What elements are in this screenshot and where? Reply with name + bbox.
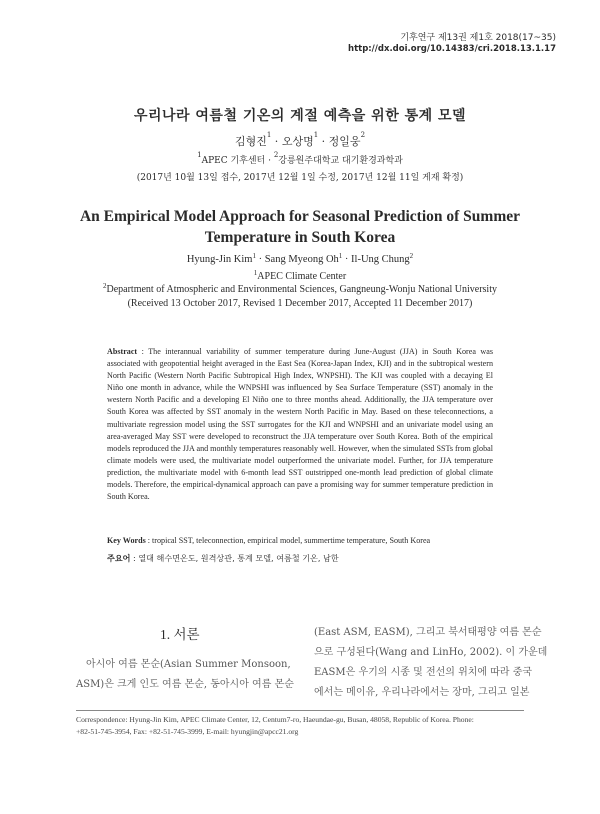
- author-separator: ·: [318, 135, 329, 148]
- korean-title: 우리나라 여름철 기온의 계절 예측을 위한 통계 모델: [133, 108, 467, 124]
- english-dates: (Received 13 October 2017, Revised 1 December 2017, Accepted 11 December 2017): [127, 298, 473, 309]
- english-title-line-1: An Empirical Model Approach for Seasonal Prediction of Summer: [79, 208, 521, 225]
- korean-affil-2: 강릉원주대학교 대기환경과학과: [278, 156, 403, 166]
- correspondence-footnote: [76, 714, 524, 738]
- journal-citation: 기후연구 제13권 제1호 2018(17~35): [400, 33, 556, 43]
- body-line: ASM)은 크게 인도 여름 몬순, 동아시아 여름 몬순: [76, 679, 294, 690]
- author-2-affil-mark: 1: [338, 252, 343, 260]
- affil-1-mark: 1: [197, 151, 202, 159]
- body-line: 아시아 여름 몬순(Asian Summer Monsoon,: [76, 659, 291, 670]
- english-author-2: Sang Myeong Oh: [264, 254, 339, 265]
- footnote-line-1: Correspondence: Hyung-Jin Kim, APEC Climate Center, 12, Centum7-ro, Haeundae-gu, Busan, 48058, Republic of Korea. Phone:: [76, 715, 474, 724]
- footnote-line-2: +82-51-745-3954, Fax: +82-51-745-3999, E-mail: hyungjin@apcc21.org: [76, 727, 299, 736]
- body-column-right: [314, 623, 548, 703]
- body-line: (East ASM, EASM), 그리고 북서태평양 여름 몬순: [314, 627, 542, 638]
- author-separator: ·: [271, 135, 282, 148]
- body-line: 에서는 메이유, 우리나라에서는 장마, 그리고 일본: [314, 687, 530, 698]
- author-1-affil-mark: 1: [252, 252, 256, 260]
- affil-2-mark: 2: [103, 282, 107, 290]
- english-affil-1: [0, 271, 600, 282]
- body-line: EASM은 우기의 시종 및 전선의 위치에 따라 중국: [314, 667, 533, 678]
- body-column-left: [76, 655, 292, 695]
- korean-affiliations: [0, 153, 600, 166]
- affil-2-mark: 2: [273, 151, 279, 159]
- author-3-affil-mark: 2: [409, 252, 414, 260]
- english-title: [0, 206, 600, 248]
- keywords-label: Key Words: [107, 536, 146, 545]
- english-author-3: Il-Ung Chung: [351, 254, 410, 265]
- korean-author-3: 정일웅: [328, 135, 361, 148]
- abstract-label: Abstract: [107, 347, 138, 356]
- korean-authors: [0, 133, 600, 149]
- author-3-affil-mark: 2: [360, 131, 366, 139]
- section-heading: 1. 서론: [160, 627, 200, 642]
- korean-keywords: [107, 553, 493, 564]
- korean-author-2: 오상명: [281, 135, 314, 148]
- english-authors: [0, 254, 600, 265]
- korean-author-1: 김형진: [234, 135, 267, 148]
- english-title-line-2: Temperature in South Korea: [204, 229, 396, 246]
- english-affil-2-text: Department of Atmospheric and Environmental Sciences, Gangneung-Wonju National University: [106, 284, 497, 295]
- korean-affil-1: APEC 기후센터 ·: [201, 156, 274, 166]
- korean-keywords-text: : 열대 해수면온도, 원격상관, 통계 모델, 여름철 기온, 남한: [130, 553, 339, 563]
- english-author-1: Hyung-Jin Kim: [186, 254, 253, 265]
- affil-1-mark: 1: [253, 269, 258, 277]
- keywords-text: : tropical SST, teleconnection, empirical model, summertime temperature, South Korea: [145, 536, 431, 545]
- korean-keywords-label: 주요어: [107, 553, 131, 563]
- author-separator: ·: [255, 254, 265, 265]
- english-keywords: [107, 536, 493, 545]
- author-separator: ·: [342, 254, 352, 265]
- author-1-affil-mark: 1: [266, 131, 272, 139]
- abstract-text: : The interannual variability of summer temperature during June-August (JJA) in South Korea was associated with geopotential height averaged in the East Sea (Korea-Japan Index, KJI) and in the subtropical western North Pacific (Western North Pacific Subtropical High Index, WNPSHI). The KJI was coupled with a decaying El Niño one month in advance, while the WNPSHI was influenced by Sea Surface Temperature (SST) anomaly in the western North Pacific and a developing El Niño one to three months ahead. Additionally, the JJA temperature over South Korea was affected by SST anomaly in the western North Pacific in May. Based on these teleconnections, a multivariate regression model using the SST surrogates for the KJI and WNPSHI and an univariate model using an area-averaged May SST were developed to reconstruct the JJA temperature over South Korea. Both of the empirical models reproduced the JJA and monthly temperatures reasonably well. However, when the simulated SSTs from global climate models were used, the multivariate model outperformed the univariate model. Further, for JJA temperature prediction, the multivariate model with 6-month lead SST outstripped one-month lead prediction of global climate models. Therefore, the empirical-dynamical approach can pave a promising way for summer temperature prediction in South Korea.: [107, 347, 493, 502]
- footnote-divider: [76, 710, 524, 711]
- author-2-affil-mark: 1: [313, 131, 319, 139]
- doi-link[interactable]: http://dx.doi.org/10.14383/cri.2018.13.1.17: [348, 44, 556, 54]
- body-line: 으로 구성된다(Wang and LinHo, 2002). 이 가운데: [314, 647, 548, 658]
- abstract: [107, 346, 493, 503]
- english-affil-1-text: APEC Climate Center: [257, 271, 347, 282]
- korean-dates: (2017년 10월 13일 접수, 2017년 12월 1일 수정, 2017년 12월 11일 게재 확정): [136, 173, 464, 183]
- english-affil-2: [0, 284, 600, 295]
